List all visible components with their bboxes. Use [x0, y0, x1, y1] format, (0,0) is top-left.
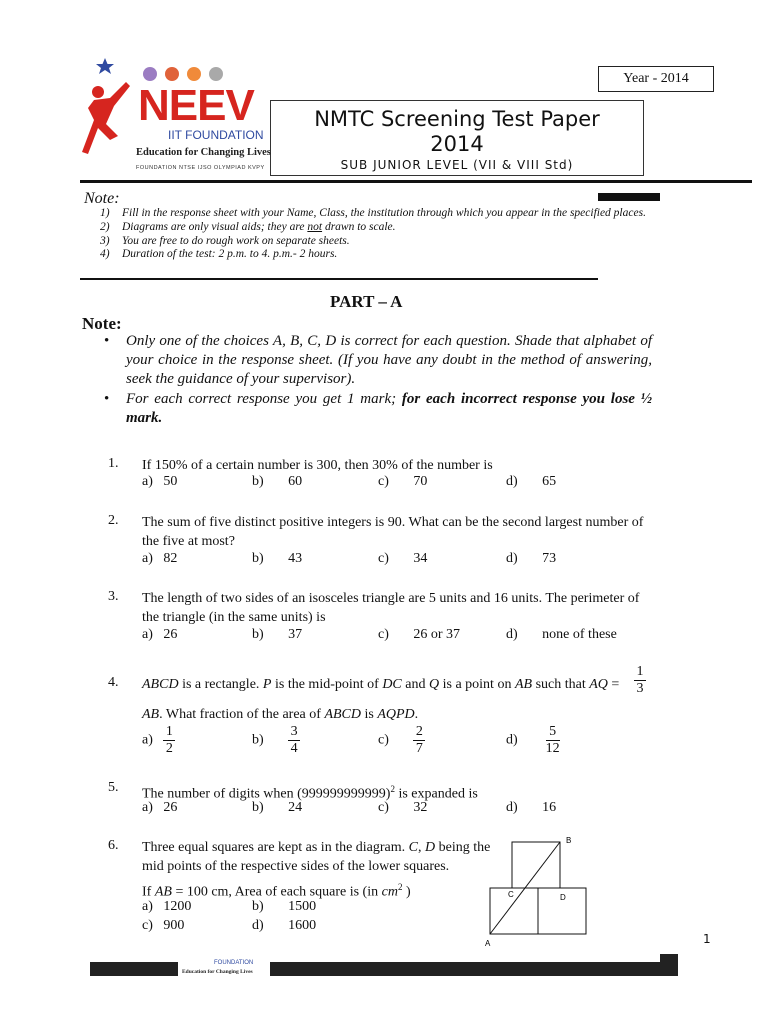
- title-box: [270, 100, 644, 176]
- page-number: 1: [703, 932, 711, 946]
- logo-brand: NEEV: [138, 81, 254, 130]
- option-b: b) 1500: [252, 899, 317, 914]
- part-a-title: PART – A: [330, 292, 403, 311]
- year-label: Year - 2014: [598, 66, 714, 92]
- question-number: 6.: [108, 838, 119, 853]
- option-b: b) 43: [252, 551, 303, 566]
- instruction-bullet: • For each correct response you get 1 mark; for each incorrect response you lose ½ mark.: [104, 391, 652, 426]
- note-item: [100, 235, 660, 249]
- title-line-2: 2014: [430, 132, 484, 156]
- option-a: a) $\frac{1}{2}$: [142, 724, 175, 757]
- option-c: c) 26 or 37: [378, 627, 461, 642]
- option-b: b) 37: [252, 627, 303, 642]
- option-c: c) 900: [142, 918, 185, 933]
- three-squares-diagram: [480, 834, 590, 950]
- option-d: d) 16: [506, 800, 557, 815]
- option-c: c) $\frac{2}{7}$: [378, 724, 425, 757]
- option-b: b) 24: [252, 800, 303, 815]
- note-rule: [80, 278, 598, 280]
- note-item: [100, 221, 660, 235]
- top-square: [512, 842, 560, 888]
- question-6: [0, 838, 768, 948]
- option-a: a) 1200: [142, 899, 192, 914]
- note-item: [100, 207, 660, 221]
- question-text: If 150% of a certain number is 300, then 30% of the number is: [142, 458, 493, 473]
- question-number: 2.: [108, 513, 119, 528]
- footer-square: [660, 954, 678, 964]
- question-text: The sum of five distinct positive integers is 90. What can be the second largest number of the five at most?: [142, 515, 644, 549]
- header-rule: [80, 180, 752, 183]
- header-black-tab: [598, 193, 660, 201]
- question-text: The length of two sides of an isosceles triangle are 5 units and 16 units. The perimeter of the triangle (in the same units) is: [142, 591, 640, 625]
- question-fraction: 1 3: [634, 664, 646, 697]
- lower-left-square: [490, 888, 538, 934]
- instruction-text: Only one of the choices A, B, C, D is correct for each question. Shade that alphabet of your choice in the response sheet. (If you have any doubt in the method of answering, seek the guidance of your supervisor).: [126, 333, 652, 387]
- question-text-line-1: Three equal squares are kept as in the diagram. C, D being the: [142, 840, 491, 855]
- option-c: c) 34: [378, 551, 428, 566]
- note-list: [100, 207, 660, 262]
- option-d: d) 73: [506, 551, 557, 566]
- option-d: d) 65: [506, 474, 557, 489]
- logo-subtitle: IIT FOUNDATION: [168, 128, 264, 142]
- footer-bar-left: [90, 962, 178, 976]
- footer-tagline: Education for Changing Lives: [182, 969, 253, 975]
- label-a: A: [485, 939, 491, 948]
- question-number: 4.: [108, 675, 119, 690]
- label-c: C: [508, 890, 514, 899]
- option-b: b) $\frac{3}{4}$: [252, 724, 300, 757]
- label-d: D: [560, 893, 566, 902]
- question-text-line-2: mid points of the respective sides of the lower squares.: [142, 859, 450, 874]
- note-item: [100, 248, 660, 262]
- part-a-instructions: [104, 332, 652, 429]
- option-d: d) $\frac{5}{12}$: [506, 724, 560, 756]
- title-line-3: SUB JUNIOR LEVEL (VII & VIII Std): [340, 158, 574, 172]
- question-number: 5.: [108, 780, 119, 795]
- question-text: ABCD is a rectangle. P is the mid-point of DC and Q is a point on AB such that AQ =: [142, 677, 620, 692]
- instruction-bullet: • Only one of the choices A, B, C, D is correct for each question. Shade that alphabet of your choice in the response sheet. (If you have any doubt in the method of answering, seek the guidance of your supervisor).: [104, 333, 652, 387]
- logo-small-line: FOUNDATION NTSE IJSO OLYMPIAD KVPY: [136, 165, 265, 171]
- title-line-1: NMTC Screening Test Paper: [314, 107, 600, 131]
- option-c: c) 70: [378, 474, 428, 489]
- question-text-line-2: AB. What fraction of the area of ABCD is AQPD.: [142, 707, 419, 722]
- note-item-number: 2): [100, 220, 110, 233]
- note-item-text: Fill in the response sheet with your Name, Class, the institution through which you appear in the specified places.: [122, 207, 646, 219]
- note-heading: Note:: [84, 190, 120, 207]
- option-b: b) 60: [252, 474, 303, 489]
- question-4: [0, 664, 768, 764]
- question-text: The number of digits when $(999999999999)^2$ is expanded is: [142, 784, 478, 802]
- note-item-text: Duration of the test: 2 p.m. to 4. p.m.- 2 hours.: [122, 248, 338, 261]
- note-item-number: 1): [100, 207, 110, 219]
- option-a: a) 50: [142, 474, 178, 489]
- logo-tagline: Education for Changing Lives: [136, 147, 271, 158]
- option-a: a) 26: [142, 800, 178, 815]
- option-d: d) none of these: [506, 627, 617, 642]
- note-item-text: You are free to do rough work on separate sheets.: [122, 234, 350, 247]
- footer-bar-right: [270, 962, 678, 976]
- note-item-number: 4): [100, 248, 110, 261]
- question-number: 1.: [108, 456, 119, 471]
- note-item-text: Diagrams are only visual aids; they are not drawn to scale.: [122, 220, 396, 233]
- question-number: 3.: [108, 589, 119, 604]
- option-a: a) 26: [142, 627, 178, 642]
- question-text-line-3: If AB = 100 cm, Area of each square is (in $cm^2$ ): [142, 882, 411, 900]
- instruction-text: For each correct response you get 1 mark; for each incorrect response you lose ½ mark.: [126, 391, 652, 426]
- option-d: d) 1600: [252, 918, 317, 933]
- label-b: B: [566, 836, 572, 845]
- option-c: c) 32: [378, 800, 428, 815]
- option-a: a) 82: [142, 551, 178, 566]
- part-a-note-heading: Note:: [82, 314, 122, 333]
- footer-foundation: FOUNDATION: [214, 960, 254, 966]
- note-item-number: 3): [100, 234, 110, 247]
